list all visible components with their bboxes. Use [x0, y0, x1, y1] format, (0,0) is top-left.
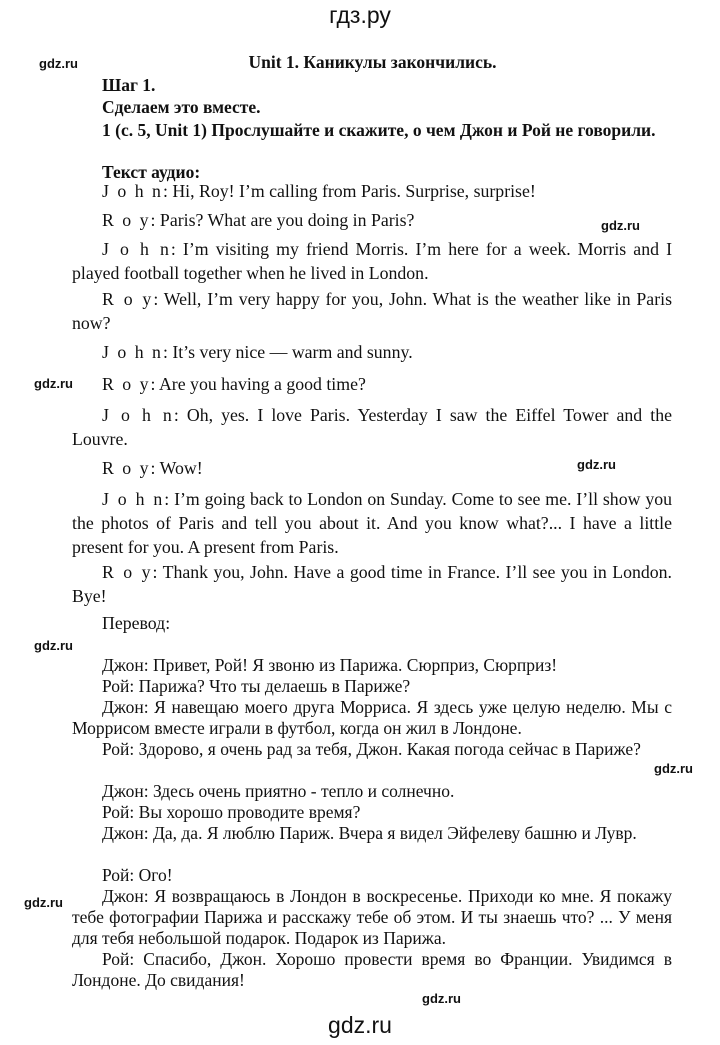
dialogue-line: R o y: Wow!: [102, 458, 203, 478]
watermark: gdz.ru: [422, 991, 461, 1006]
watermark: gdz.ru: [34, 376, 73, 391]
translation-line: Джон: Я возвращаюсь в Лондон в воскресенье. Приходи ко мне. Я покажу тебе фотографии Парижа и расскажу тебе об этом. И ты знаешь что? ... У меня для тебя небольшой подарок. Подарок из Парижа.: [72, 886, 672, 948]
task-text: 1 (с. 5, Unit 1) Прослушайте и скажите, о чем Джон и Рой не говорили.: [102, 120, 656, 140]
translation-line: Джон: Привет, Рой! Я звоню из Парижа. Сюрприз, Сюрприз!: [102, 655, 558, 675]
watermark-top: гдз.ру: [329, 2, 391, 28]
dialogue-line: J o h n: Hi, Roy! I’m calling from Paris. Surprise, surprise!: [102, 181, 536, 201]
translation-line: Рой: Вы хорошо проводите время?: [102, 802, 361, 822]
watermark: gdz.ru: [34, 638, 73, 653]
watermark: gdz.ru: [24, 895, 63, 910]
watermark: gdz.ru: [39, 56, 78, 71]
dialogue-line: R o y: Are you having a good time?: [102, 374, 366, 394]
translation-line: Джон: Здесь очень приятно - тепло и солнечно.: [102, 781, 455, 801]
dialogue-line: J o h n: I’m going back to London on Sunday. Come to see me. I’ll show you the photos of Paris and tell you about it. And you know what?... I have a little present for you. A present from Paris.: [72, 489, 672, 557]
watermark-bottom: gdz.ru: [328, 1012, 392, 1038]
unit-title: Unit 1. Каникулы закончились.: [248, 52, 497, 72]
dialogue-line: R o y: Thank you, John. Have a good time in France. I’ll see you in London. Bye!: [72, 562, 672, 606]
translation-line: Джон: Я навещаю моего друга Морриса. Я здесь уже целую неделю. Мы с Моррисом вместе играли в футбол, когда он жил в Лондоне.: [72, 697, 672, 738]
watermark: gdz.ru: [654, 761, 693, 776]
dialogue-line: R o y: Well, I’m very happy for you, John. What is the weather like in Paris now?: [72, 289, 672, 333]
translation-line: Джон: Да, да. Я люблю Париж. Вчера я видел Эйфелеву башню и Лувр.: [102, 823, 637, 843]
audio-label: Текст аудио:: [102, 162, 201, 182]
together-label: Сделаем это вместе.: [102, 97, 261, 117]
translation-line: Рой: Парижа? Что ты делаешь в Париже?: [102, 676, 411, 696]
dialogue-line: R o y: Paris? What are you doing in Paris?: [102, 210, 415, 230]
dialogue-line: J o h n: I’m visiting my friend Morris. I’m here for a week. Morris and I played football together when he lived in London.: [72, 239, 672, 283]
step-label: Шаг 1.: [102, 75, 156, 95]
translation-label: Перевод:: [102, 613, 171, 633]
translation-line: Рой: Спасибо, Джон. Хорошо провести время во Франции. Увидимся в Лондоне. До свидания!: [72, 949, 672, 990]
watermark: gdz.ru: [577, 457, 616, 472]
translation-line: Рой: Здорово, я очень рад за тебя, Джон. Какая погода сейчас в Париже?: [102, 739, 641, 759]
watermark: gdz.ru: [601, 218, 640, 233]
dialogue-line: J o h n: It’s very nice — warm and sunny.: [102, 342, 413, 362]
translation-line: Рой: Ого!: [102, 865, 173, 885]
dialogue-line: J o h n: Oh, yes. I love Paris. Yesterday I saw the Eiffel Tower and the Louvre.: [72, 405, 672, 449]
